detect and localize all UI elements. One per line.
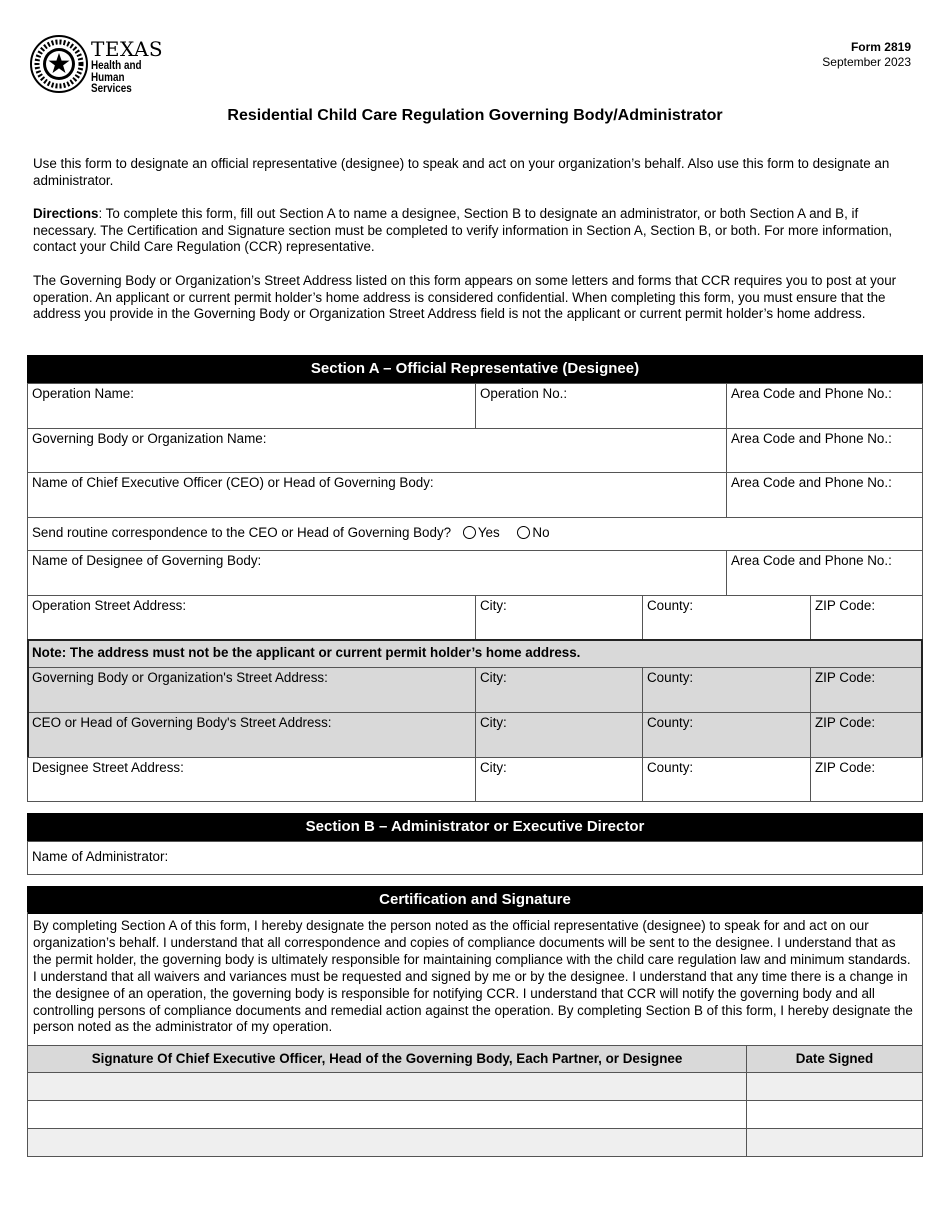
city-label: City: [480, 760, 507, 775]
directions-paragraph [33, 206, 913, 256]
ceo-street-field[interactable] [27, 712, 476, 758]
ceo-county-field[interactable] [642, 712, 811, 758]
operation-name-field[interactable] [27, 383, 476, 429]
op-street-label: Operation Street Address: [32, 598, 187, 613]
signature-field-3[interactable] [27, 1128, 747, 1157]
directions-label: Directions [33, 206, 99, 221]
ceo-phone-field[interactable] [726, 472, 923, 518]
zip-label: ZIP Code: [815, 715, 876, 730]
administrator-name-label: Name of Administrator: [32, 849, 169, 864]
date-field-2[interactable] [746, 1100, 923, 1129]
no-radio[interactable] [517, 526, 530, 539]
operation-no-label: Operation No.: [480, 386, 568, 401]
texas-seal-icon [30, 35, 88, 93]
no-label: No [532, 525, 550, 540]
zip-label: ZIP Code: [815, 598, 876, 613]
phone-label: Area Code and Phone No.: [731, 386, 892, 401]
directions-text: : To complete this form, fill out Section A to name a designee, Section B to designate an administrator, or both Section A and B, if necessary. The Certification and Signature section must be completed to verify information in Section A, Section B, or both. For more information, contact your Child Care Regulation (CCR) representative. [33, 206, 893, 255]
op-city-field[interactable] [475, 595, 643, 640]
ceo-street-label: CEO or Head of Governing Body's Street Address: [32, 715, 332, 730]
yes-label: Yes [477, 525, 500, 540]
op-county-field[interactable] [642, 595, 811, 640]
ceo-city-field[interactable] [475, 712, 643, 758]
city-label: City: [480, 715, 507, 730]
city-label: City: [480, 598, 507, 613]
designee-zip-field[interactable] [810, 757, 923, 802]
phone-label: Area Code and Phone No.: [731, 475, 892, 490]
designee-street-label: Designee Street Address: [32, 760, 184, 775]
gov-zip-field[interactable] [810, 667, 923, 713]
correspondence-question: Send routine correspondence to the CEO or Head of Governing Body? [32, 525, 452, 540]
signature-field-1[interactable] [27, 1072, 747, 1101]
logo-hhs-line1: Health and Human [91, 60, 142, 84]
designee-phone-field[interactable] [726, 550, 923, 596]
form-date: September 2023 [822, 55, 911, 69]
date-field-1[interactable] [746, 1072, 923, 1101]
op-street-field[interactable] [27, 595, 476, 640]
zip-label: ZIP Code: [815, 670, 876, 685]
designee-county-field[interactable] [642, 757, 811, 802]
certification-header: Certification and Signature [27, 886, 923, 914]
gov-body-name-field[interactable] [27, 428, 727, 473]
form-number: Form 2819 [850, 40, 911, 54]
ceo-zip-field[interactable] [810, 712, 923, 758]
county-label: County: [647, 760, 694, 775]
logo-hhs-line2: Services [91, 83, 132, 95]
designee-city-field[interactable] [475, 757, 643, 802]
op-zip-field[interactable] [810, 595, 923, 640]
address-paragraph: The Governing Body or Organization’s Street Address listed on this form appears on some letters and forms that CCR requires you to post at your operation. An applicant or current permit holder’s home address is considered confidential. When completing this form, you must ensure that the address you provide in the Governing Body or Organization Street Address field is not the applicant or current permit holder’s home address. [33, 273, 897, 322]
operation-phone-field[interactable] [726, 383, 923, 429]
gov-county-field[interactable] [642, 667, 811, 713]
designee-name-field[interactable] [27, 550, 727, 596]
administrator-name-field[interactable] [27, 841, 923, 875]
address-note: Note: The address must not be the applicant or current permit holder’s home address. [27, 640, 923, 668]
gov-street-field[interactable] [27, 667, 476, 713]
phone-label: Area Code and Phone No.: [731, 553, 892, 568]
ceo-name-field[interactable] [27, 472, 727, 518]
gov-body-name-label: Governing Body or Organization Name: [32, 431, 267, 446]
hhs-logo [30, 35, 190, 95]
gov-street-label: Governing Body or Organization's Street Address: [32, 670, 328, 685]
form-number-block [822, 40, 911, 70]
zip-label: ZIP Code: [815, 760, 876, 775]
correspondence-row [27, 517, 923, 551]
county-label: County: [647, 715, 694, 730]
signature-column-header: Signature Of Chief Executive Officer, Head of the Governing Body, Each Partner, or Designee [27, 1045, 747, 1073]
city-label: City: [480, 670, 507, 685]
date-field-3[interactable] [746, 1128, 923, 1157]
page-title: Residential Child Care Regulation Governing Body/Administrator [227, 107, 723, 124]
signature-field-2[interactable] [27, 1100, 747, 1129]
designee-name-label: Name of Designee of Governing Body: [32, 553, 262, 568]
yes-radio[interactable] [463, 526, 476, 539]
operation-no-field[interactable] [475, 383, 727, 429]
operation-name-label: Operation Name: [32, 386, 134, 401]
intro-paragraph: Use this form to designate an official representative (designee) to speak and act on your organization’s behalf. Also use this form to designate an administrator. [33, 156, 890, 188]
phone-label: Area Code and Phone No.: [731, 431, 892, 446]
county-label: County: [647, 670, 694, 685]
section-a-header: Section A – Official Representative (Designee) [27, 355, 923, 383]
designee-street-field[interactable] [27, 757, 476, 802]
gov-city-field[interactable] [475, 667, 643, 713]
certification-text: By completing Section A of this form, I hereby designate the person noted as the official representative (designee) to speak for and act on our organization’s behalf. I understand that all correspondence and copies of compliance documents will be sent to the designee. I understand that as the permit holder, the governing body is ultimately responsible for maintaining compliance with the child care regulation law and minimum standards. I understand that all waivers and variances must be requested and signed by me or by the designee. I understand that any time there is a change in the designee of an operation, the governing body is responsible for notifying CCR. I understand that CCR will notify the governing body and all controlling persons of compliance documents and remedial action against the operation. By completing Section B of this form, I hereby designate the person noted as the administrator of my operation. [27, 912, 923, 1046]
section-b-header: Section B – Administrator or Executive Director [27, 813, 923, 841]
logo-texas: TEXAS [91, 37, 164, 61]
date-column-header: Date Signed [746, 1045, 923, 1073]
county-label: County: [647, 598, 694, 613]
ceo-name-label: Name of Chief Executive Officer (CEO) or Head of Governing Body: [32, 475, 434, 490]
gov-body-phone-field[interactable] [726, 428, 923, 473]
